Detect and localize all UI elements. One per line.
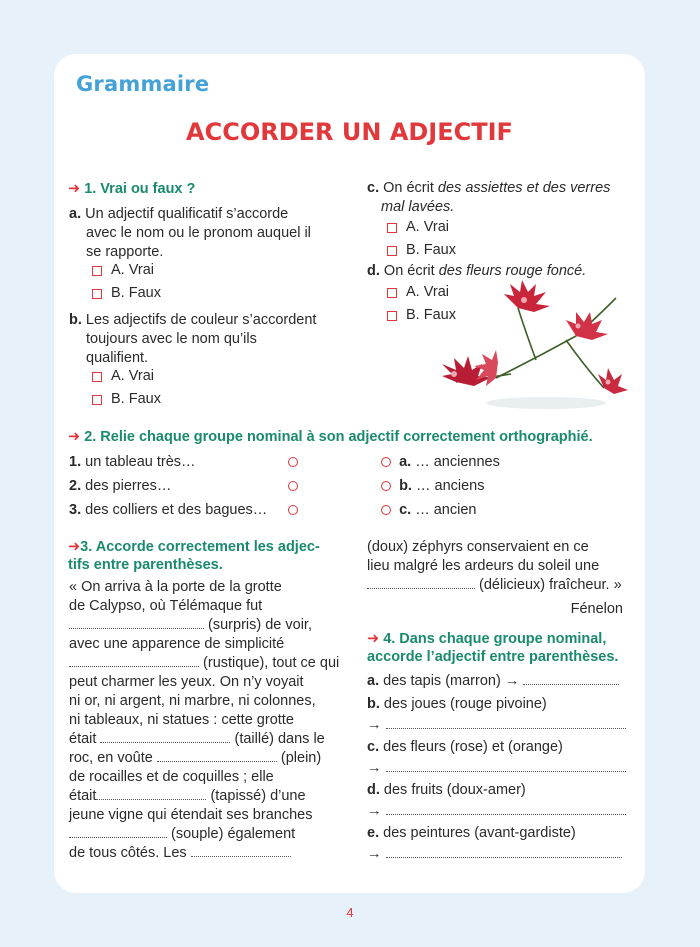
ex1-b-option-vrai[interactable]: A. Vrai bbox=[92, 367, 154, 386]
checkbox-icon[interactable] bbox=[92, 289, 102, 299]
ex2-heading bbox=[68, 428, 593, 446]
ex4-answer-d: → bbox=[367, 802, 626, 821]
ex2-left-item-2: 2. des pierres… bbox=[69, 477, 172, 494]
answer-blank[interactable] bbox=[191, 845, 291, 857]
checkbox-icon[interactable] bbox=[387, 311, 397, 321]
ex4-item-a: a. des tapis (marron) → bbox=[367, 672, 619, 691]
checkbox-icon[interactable] bbox=[92, 395, 102, 405]
ex4-item-d: d. des fruits (doux-amer) bbox=[367, 782, 526, 798]
right-connector-dot-a[interactable] bbox=[381, 457, 391, 467]
checkbox-icon[interactable] bbox=[387, 288, 397, 298]
ex2-right-item-a: a. … anciennes bbox=[381, 452, 500, 471]
checkbox-icon[interactable] bbox=[92, 372, 102, 382]
ex1-question-d: d. On écrit des fleurs rouge foncé. bbox=[367, 263, 587, 279]
ex1-a-option-faux[interactable]: B. Faux bbox=[92, 284, 161, 303]
answer-line[interactable] bbox=[523, 673, 619, 685]
arrow-icon: ➜ bbox=[367, 631, 380, 647]
ex1-b-option-faux[interactable]: B. Faux bbox=[92, 390, 161, 409]
ex4-answer-b: → bbox=[367, 716, 626, 735]
right-connector-dot-b[interactable] bbox=[381, 481, 391, 491]
answer-blank[interactable] bbox=[367, 577, 475, 589]
ex3-text-right: (doux) zéphyrs conservaient en ce lieu malgré les ardeurs du soleil une (délicieux) fraîcheur. » Fénelon bbox=[367, 538, 637, 619]
ex1-heading-text: 1. Vrai ou faux ? bbox=[84, 181, 196, 197]
arrow-icon: ➜ bbox=[68, 539, 81, 555]
answer-blank[interactable] bbox=[69, 826, 167, 838]
checkbox-icon[interactable] bbox=[387, 223, 397, 233]
ex1-question-b: b. Les adjectifs de couleur s’accordent toujours avec le nom qu’ils qualifient. bbox=[69, 312, 317, 366]
ex2-left-item-3: 3. des colliers et des bagues… bbox=[69, 501, 268, 518]
ex4-heading: ➜ 4. Dans chaque groupe nominal, accorde l’adjectif entre parenthèses. bbox=[367, 631, 619, 665]
ex1-a-option-vrai[interactable]: A. Vrai bbox=[92, 261, 154, 280]
ex3-text-left: « On arriva à la porte de la grotte de Calypso, où Télémaque fut (surpris) de voir, avec une apparence de simplicité (rustique), tout ce qui peut charmer les yeux. On n’y voyait ni or, ni argent, ni marbre, ni colonnes, ni tableaux, ni statues : cette grotte était (taillé) dans le roc, en voûte (plein) de rocailles et de coquilles ; elle était (tapissé) d’une jeune vigne qui étendait ses branches (souple) également de tous côtés. Les bbox=[69, 579, 340, 861]
answer-blank[interactable] bbox=[69, 655, 199, 667]
ex1-heading bbox=[68, 180, 195, 198]
answer-blank[interactable] bbox=[157, 750, 277, 762]
ex2-right-item-c: c. … ancien bbox=[381, 500, 476, 519]
author: Fénelon bbox=[570, 601, 623, 617]
ex2-heading-text: 2. Relie chaque groupe nominal à son adjectif correctement orthographié. bbox=[84, 429, 593, 445]
ex3-heading: ➜3. Accorde correctement les adjec- tifs entre parenthèses. bbox=[68, 539, 320, 573]
ex1-c-option-vrai[interactable]: A. Vrai bbox=[387, 218, 449, 237]
ex1-question-c: c. On écrit des assiettes et des verres mal lavées. bbox=[367, 180, 611, 215]
answer-blank[interactable] bbox=[69, 617, 204, 629]
ex4-item-c: c. des fleurs (rose) et (orange) bbox=[367, 739, 563, 755]
answer-line[interactable] bbox=[386, 760, 626, 772]
section-label: Grammaire bbox=[76, 72, 210, 96]
answer-line[interactable] bbox=[386, 846, 622, 858]
ex1-d-option-faux[interactable]: B. Faux bbox=[387, 306, 456, 325]
left-connector-dot-2[interactable] bbox=[288, 481, 298, 491]
ex4-item-b: b. des joues (rouge pivoine) bbox=[367, 696, 547, 712]
ex1-d-option-vrai[interactable]: A. Vrai bbox=[387, 283, 449, 302]
arrow-icon: ➜ bbox=[68, 181, 81, 197]
answer-blank[interactable] bbox=[100, 731, 230, 743]
page-title: ACCORDER UN ADJECTIF bbox=[186, 118, 513, 146]
right-connector-dot-c[interactable] bbox=[381, 505, 391, 515]
ex4-item-e: e. des peintures (avant-gardiste) bbox=[367, 825, 576, 841]
left-connector-dot-1[interactable] bbox=[288, 457, 298, 467]
ex1-c-option-faux[interactable]: B. Faux bbox=[387, 241, 456, 260]
ex4-answer-e: → bbox=[367, 845, 622, 864]
answer-blank[interactable] bbox=[96, 788, 206, 800]
left-connector-dot-3[interactable] bbox=[288, 505, 298, 515]
checkbox-icon[interactable] bbox=[92, 266, 102, 276]
answer-line[interactable] bbox=[386, 717, 626, 729]
ex4-answer-c: → bbox=[367, 759, 626, 778]
flower-illustration bbox=[426, 278, 628, 412]
arrow-icon: ➜ bbox=[68, 429, 81, 445]
ex1-question-a: a. Un adjectif qualificatif s’accorde avec le nom ou le pronom auquel il se rapporte. bbox=[69, 206, 311, 260]
checkbox-icon[interactable] bbox=[387, 246, 397, 256]
page-number: 4 bbox=[346, 905, 354, 920]
answer-line[interactable] bbox=[386, 803, 626, 815]
ex2-right-item-b: b. … anciens bbox=[381, 476, 485, 495]
ex2-left-item-1: 1. un tableau très… bbox=[69, 453, 196, 470]
